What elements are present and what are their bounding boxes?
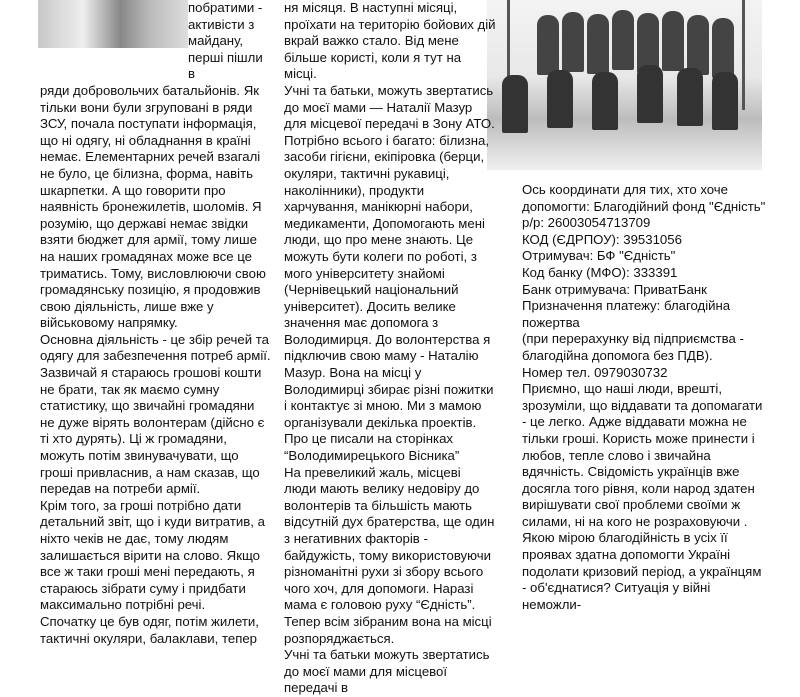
paragraph: Приємно, що наші люди, врешті, зрозуміли, що віддавати та допомагати - це легко. Адже віддавати можна не тільки гроші. Користь може принести і любов, тепле слово і звичайна вдячність. Свідомість українців вже досягла того рівня, коли народ здатен вирішувати свої проблеми своїми ж силами, ні на кого не розраховуючи . — [522, 381, 763, 529]
text-line: побратими - — [188, 0, 263, 15]
soldier-figure — [547, 70, 573, 128]
soldier-figure — [592, 72, 618, 130]
soldier-figure — [502, 75, 528, 133]
article-column-3 — [522, 182, 766, 613]
paragraph: Якою мірою благодійність в усіх її проявах здатна допомогти Україні подолати кризовий період, а українцям - об'єднатися? Ситуація у війні неможли- — [522, 530, 762, 612]
tree-trunk — [742, 0, 745, 110]
paragraph: Спочатку це був одяг, потім жилети, тактичні окуляри, балаклави, тепер — [40, 613, 259, 646]
soldier-figure — [687, 15, 709, 75]
paragraph: На превеликий жаль, місцеві люди мають велику недовіру до волонтерів та більшість мають відсутній дух братерства, ще один з негативних факторів - байдужість, тому використовуючи різноманітні рухи зі збору всього чого хоч, для допомоги. Наразі мама є головою руху “Єдність”. Тепер всім зібраним вона на місці розпоряджається. — [284, 464, 495, 646]
soldier-figure — [537, 15, 559, 75]
paragraph: ня місяця. В наступні місяці, проїхати на територію бойових дій вкрай важко стало. Від мене більше користі, коли я тут на місці. — [284, 0, 496, 82]
soldier-figure — [677, 68, 703, 126]
soldier-figure — [712, 72, 738, 130]
text-line: Отримувач: БФ "Єдність" — [522, 248, 676, 264]
text-line: (при перерахунку від підприємства - благодійна допомога без ПДВ). — [522, 331, 744, 363]
soldier-figure — [637, 13, 659, 73]
soldiers-group-photo — [487, 0, 762, 170]
text-line: Ось координати для тих, хто хоче допомогти: Благодійний фонд "Єдність" — [522, 182, 766, 214]
soldier-figure — [662, 11, 684, 71]
text-line: р/р: 26003054713709 — [522, 215, 651, 231]
text-line: Код банку (МФО): 333391 — [522, 264, 678, 280]
paragraph: Крім того, за гроші потрібно дати детальний звіт, що і куди витратив, а ніхто чеків не дає, тому людям залишається вірити на слово. Якщо все ж таки гроші мені передають, я стараюсь зібрати суму і придбати максимально потрібні речі. — [40, 497, 265, 613]
paragraph: Учні та батьки, можуть звертатись до моєї мами — Наталії Мазур для місцевої передачі в Зону АТО. Потрібно всього і багато: білизна, засоби гігієни, екіпіровка (берци, окуляри, тактичні рукавиці, наколінники), продукти харчування, манікюрні набори, медикаменти, Допомогають мені люди, що про мене знають. Це можуть бути колеги по роботі, з мого університету знайомі (Чернівецький національний університет). Досить велике значення має допомога з Володимирця. До волонтерства я підключив свою маму - Наталію Мазур. Вона на місці у Володимирці збирає різні пожитки і контактує зі мною. Ми з мамою організували декілька проектів. Про це писали на сторінках “Володимирецького Вісника” — [284, 82, 495, 464]
paragraph: Учні та батьки можуть звертатись до моєї мами для місцевої передачі в — [284, 647, 490, 696]
soldier-figure — [612, 10, 634, 70]
paragraph: ряди добровольчих батальйонів. Як тільки вони були згруповані в ряди ЗСУ, почала поступати інформація, що ні одягу, ні обладнання в країні немає. Елементарних речей взагалі не було, це білизна, форма, навіть шкарпетки. А що говорити про наявність бронежилетів, шоломів. Я розумію, що державі немає звідки взяти бюджет для армії, тому лише на наших громадянах може все це триматись. Тому, висловлюючи свою громадянську позицію, я продовжив свою діяльність, лише вже у військовому напрямку. — [40, 82, 266, 331]
soldier-figure — [587, 14, 609, 74]
wrap-lines — [188, 0, 272, 33]
text-line: активісти з — [188, 16, 255, 32]
text-line: майдану, перші пішли в — [188, 33, 263, 82]
article-column-2 — [284, 0, 496, 697]
soldier-figure — [637, 65, 663, 123]
text-line: КОД (ЄДРПОУ): 39531056 — [522, 231, 682, 247]
soldier-figure — [712, 18, 734, 78]
paragraph: Основна діяльність - це збір речей та одягу для забезпечення потреб армії. Зазвичай я стараюсь грошові кошти не брати, так як маємо сумну статистику, що звичайні громадяни не дуже вірять волонтерам (дійсно є ті хто дурять). Ці ж громадяни, можуть потім звинувачувати, що гроші привласнив, а нам сказав, що передав на потреби армії. — [40, 331, 271, 497]
article-column-1 — [40, 0, 272, 647]
text-line: Призначення платежу: благодійна пожертва — [522, 298, 731, 330]
text-line: Банк отримувача: ПриватБанк — [522, 281, 707, 297]
text-line: Номер тел. 0979030732 — [522, 364, 668, 380]
soldier-figure — [562, 12, 584, 72]
